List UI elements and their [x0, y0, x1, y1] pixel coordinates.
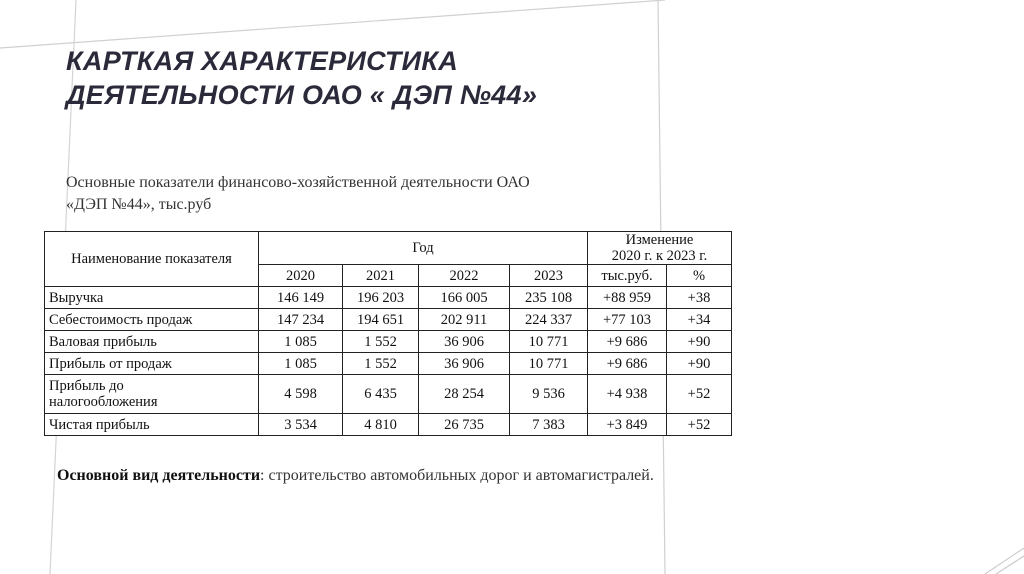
cell-value: +77 103 — [588, 309, 667, 331]
table-row — [45, 287, 732, 309]
page-title — [66, 44, 537, 112]
header-change-line2: 2020 г. к 2023 г. — [611, 248, 708, 264]
table-row — [45, 375, 732, 414]
cell-value: +9 686 — [588, 331, 667, 353]
table-row — [45, 331, 732, 353]
cell-value: 36 906 — [419, 353, 510, 375]
cell-value: 1 085 — [259, 331, 343, 353]
cell-value: 1 552 — [343, 353, 419, 375]
row-name-line2: налогообложения — [49, 394, 158, 410]
header-year-2022: 2022 — [419, 265, 510, 287]
row-name: Выручка — [45, 287, 259, 309]
corner-line-2 — [996, 556, 1024, 574]
cell-value: +90 — [667, 331, 732, 353]
cell-value: 26 735 — [419, 414, 510, 436]
header-year-2021: 2021 — [343, 265, 419, 287]
cell-value: 194 651 — [343, 309, 419, 331]
table-row — [45, 414, 732, 436]
cell-value: +38 — [667, 287, 732, 309]
cell-value: +88 959 — [588, 287, 667, 309]
header-year-2023: 2023 — [510, 265, 588, 287]
table-caption-line2: «ДЭП №44», тыс.руб — [66, 196, 212, 213]
cell-value: +9 686 — [588, 353, 667, 375]
corner-line-1 — [985, 548, 1024, 574]
cell-value: 235 108 — [510, 287, 588, 309]
header-year-2020: 2020 — [259, 265, 343, 287]
header-indicator-name: Наименование показателя — [45, 232, 259, 287]
cell-value: 36 906 — [419, 331, 510, 353]
cell-value: +3 849 — [588, 414, 667, 436]
cell-value: +4 938 — [588, 375, 667, 414]
cell-value: 146 149 — [259, 287, 343, 309]
cell-value: 1 552 — [343, 331, 419, 353]
cell-value: 196 203 — [343, 287, 419, 309]
header-change-line1: Изменение — [625, 232, 694, 248]
cell-value: 224 337 — [510, 309, 588, 331]
activity-note-text: : строительство автомобильных дорог и автомагистралей. — [260, 467, 654, 484]
cell-value: 202 911 — [419, 309, 510, 331]
table-row — [45, 353, 732, 375]
table-header-row — [45, 232, 732, 265]
header-change-pct: % — [667, 265, 732, 287]
table-row — [45, 309, 732, 331]
page-title-line1: КАРТКАЯ ХАРАКТЕРИСТИКА — [66, 46, 459, 76]
cell-value: 10 771 — [510, 331, 588, 353]
cell-value: 3 534 — [259, 414, 343, 436]
financial-indicators-table — [44, 231, 732, 436]
cell-value: +34 — [667, 309, 732, 331]
table-caption-line1: Основные показатели финансово-хозяйственной деятельности ОАО — [66, 174, 530, 191]
row-name: Себестоимость продаж — [45, 309, 259, 331]
cell-value: +52 — [667, 414, 732, 436]
cell-value: 7 383 — [510, 414, 588, 436]
cell-value: 6 435 — [343, 375, 419, 414]
cell-value: 147 234 — [259, 309, 343, 331]
table-caption — [66, 172, 666, 216]
cell-value: +90 — [667, 353, 732, 375]
cell-value: 166 005 — [419, 287, 510, 309]
header-change — [588, 232, 732, 265]
cell-value: 4 598 — [259, 375, 343, 414]
cell-value: 9 536 — [510, 375, 588, 414]
page-title-line2: ДЕЯТЕЛЬНОСТИ ОАО « ДЭП №44» — [66, 80, 538, 110]
row-name-line1: Прибыль до — [49, 378, 124, 394]
header-year: Год — [259, 232, 588, 265]
row-name: Валовая прибыль — [45, 331, 259, 353]
cell-value: 10 771 — [510, 353, 588, 375]
activity-note — [57, 467, 654, 485]
cell-value: 28 254 — [419, 375, 510, 414]
cell-value: 1 085 — [259, 353, 343, 375]
row-name — [45, 375, 259, 414]
row-name: Чистая прибыль — [45, 414, 259, 436]
activity-note-label: Основной вид деятельности — [57, 467, 261, 484]
cell-value: 4 810 — [343, 414, 419, 436]
frame-line-top — [0, 0, 665, 48]
header-change-abs: тыс.руб. — [588, 265, 667, 287]
row-name: Прибыль от продаж — [45, 353, 259, 375]
cell-value: +52 — [667, 375, 732, 414]
